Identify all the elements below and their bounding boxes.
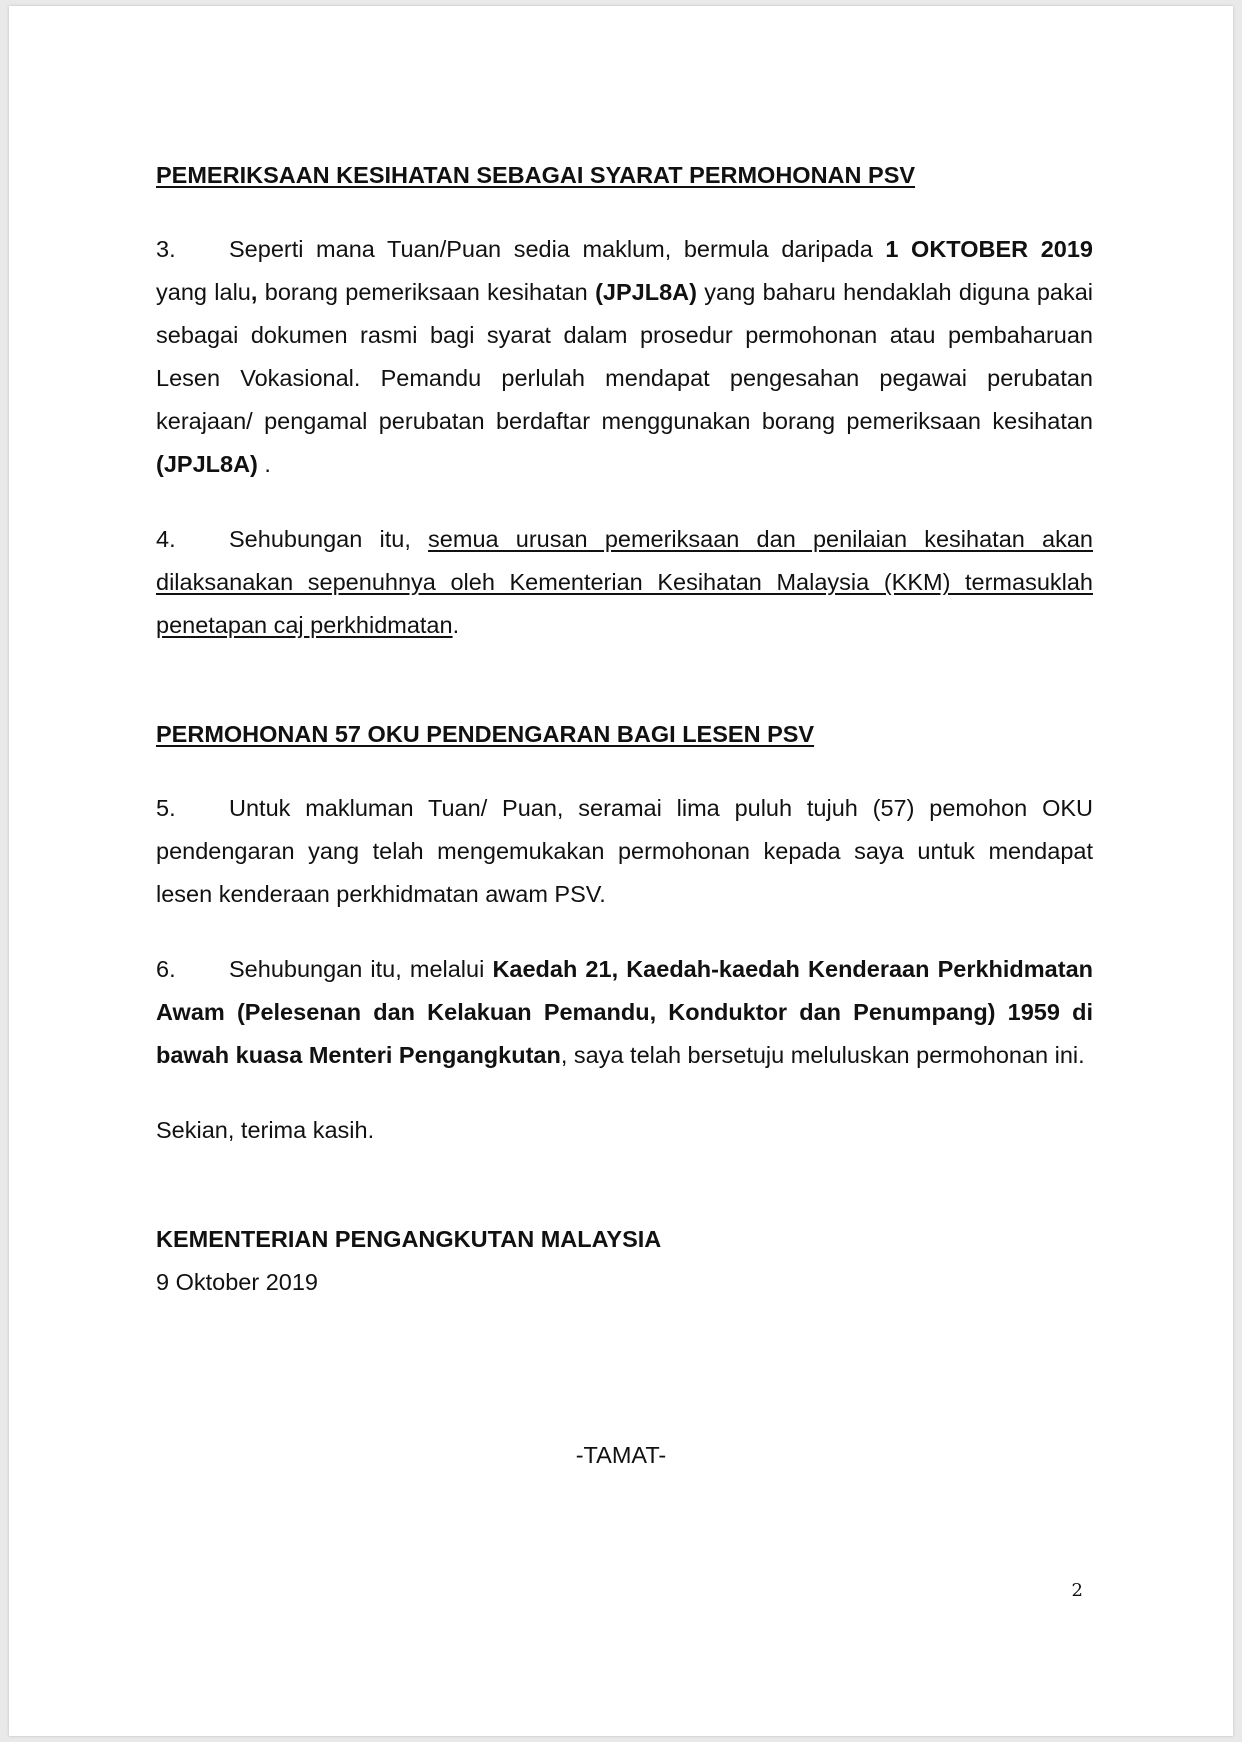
page-number: 2 [1071,1580,1083,1601]
paragraph-number: 4. [156,526,176,552]
document-body [156,154,1093,1304]
paragraph-text: Sehubungan itu, [229,526,429,552]
paragraph-5 [156,787,1093,916]
section-heading-health-check: PEMERIKSAAN KESIHATAN SEBAGAI SYARAT PERMOHONAN PSV [156,162,916,188]
section-heading-oku-applications: PERMOHONAN 57 OKU PENDENGARAN BAGI LESEN PSV [156,721,815,747]
paragraph-text: Untuk makluman Tuan/ Puan, seramai lima puluh tujuh (57) pemohon OKU pendengaran yang telah mengemukakan permohonan kepada saya untuk mendapat lesen kenderaan perkhidmatan awam PSV. [156,795,1093,907]
paragraph-number: 6. [156,956,176,982]
underlined-text: semua urusan pemeriksaan dan penilaian kesihatan akan dilaksanakan sepenuhnya oleh Kementerian Kesihatan Malaysia (KKM) termasuklah penetapan caj perkhidmatan [156,526,1093,638]
paragraph-text: , saya telah bersetuju meluluskan permohonan ini. [560,1042,1085,1068]
paragraph-number: 5. [156,795,176,821]
bold-comma: , [250,279,258,305]
paragraph-text: Sehubungan itu, melalui [229,956,493,982]
paragraph-number: 3. [156,236,176,262]
document-page [9,6,1233,1736]
paragraph-text: borang pemeriksaan kesihatan [257,279,596,305]
paragraph-3 [156,228,1093,486]
bold-regulation: Kaedah 21, Kaedah-kaedah Kenderaan Perkhidmatan Awam (Pelesenan dan Kelakuan Pemandu, Konduktor dan Penumpang) 1959 di bawah kuasa Menteri Pengangkutan [156,956,1094,1068]
document-date: 9 Oktober 2019 [156,1269,318,1295]
signoff: Sekian, terima kasih. [156,1117,375,1143]
paragraph-6 [156,948,1093,1077]
bold-form-code: (JPJL8A) [595,279,697,305]
paragraph-text: yang lalu [156,279,251,305]
bold-date: 1 OKTOBER 2019 [885,236,1093,262]
bold-form-code: (JPJL8A) [156,451,258,477]
paragraph-text: Seperti mana Tuan/Puan sedia maklum, bermula daripada [229,236,886,262]
paragraph-4 [156,518,1093,647]
ministry-name: KEMENTERIAN PENGANGKUTAN MALAYSIA [156,1226,662,1252]
paragraph-text: . [452,612,460,638]
paragraph-text: yang baharu hendaklah diguna pakai sebagai dokumen rasmi bagi syarat dalam prosedur permohonan atau pembaharuan Lesen Vokasional. Pemandu perlulah mendapat pengesahan pegawai perubatan kerajaan/ pengamal perubatan berdaftar menggunakan borang pemeriksaan kesihatan [156,279,1093,434]
end-mark: -TAMAT- [575,1442,667,1468]
paragraph-text: . [257,451,271,477]
